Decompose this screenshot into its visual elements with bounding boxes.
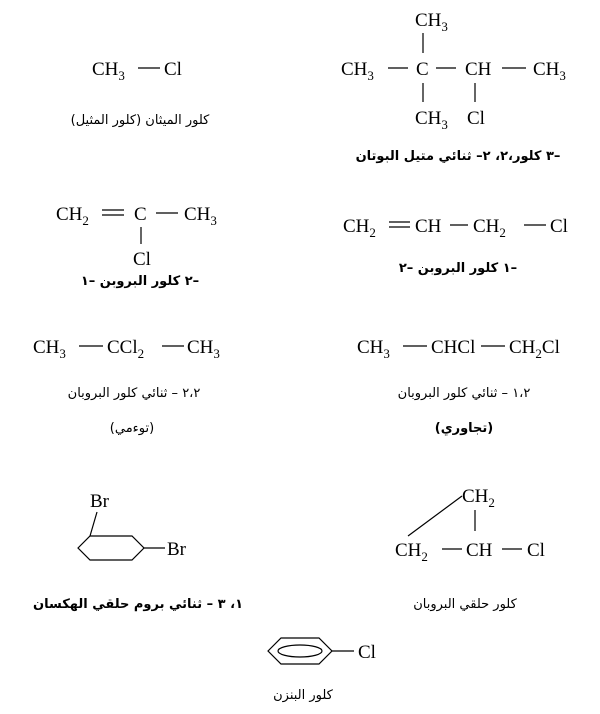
- aromatic-circle: [278, 645, 322, 657]
- left-methyl: $CH_3$: [341, 59, 374, 83]
- caption-dichloropropane-12: ١،٢ – ثنائي كلور البروبان: [397, 386, 531, 401]
- formula-cl: Cl: [164, 59, 182, 80]
- quaternary-carbon: C: [416, 59, 429, 80]
- chcl-group: CHCl: [431, 337, 476, 358]
- bottom-methyl: $CH_3$: [415, 108, 448, 132]
- chloropropene-2-structure: [56, 204, 217, 270]
- bond-br-top: [90, 512, 97, 536]
- chlorine-substituent: Cl: [467, 108, 485, 129]
- ch-group: CH: [466, 540, 493, 561]
- ring-bond-diagonal: [408, 496, 462, 536]
- ch-group: CH: [415, 216, 442, 237]
- bromine-right: Br: [167, 539, 186, 560]
- dichloropropane-12-structure: [357, 337, 560, 361]
- caption-dibromocyclohexane: ١، ٣ – ثنائي بروم حلقي الهكسان: [32, 597, 244, 612]
- ch3-right: $CH_3$: [187, 337, 220, 361]
- chlorobenzene-structure: [268, 638, 376, 664]
- chloropropene-1-structure: [343, 216, 568, 240]
- caption-chlorobenzene: كلور البنزن: [273, 688, 333, 703]
- caption-methyl-chloride: كلور الميثان (كلور المثيل): [70, 113, 210, 128]
- caption-dichloropropane-22: ٢،٢ – ثنائي كلور البروبان: [67, 386, 201, 401]
- methyl-chloride-structure: [92, 59, 182, 83]
- ch2-group: $CH_2$: [56, 204, 89, 228]
- ch2-chain: $CH_2$: [473, 216, 506, 240]
- ch2-left: $CH_2$: [395, 540, 428, 564]
- ch3-left: $CH_3$: [33, 337, 66, 361]
- dibromocyclohexane-structure: [78, 491, 187, 560]
- bromine-top: Br: [90, 491, 109, 512]
- chlorine-substituent: Cl: [133, 249, 151, 270]
- dichloropropane-22-structure: [33, 337, 220, 361]
- ch-group: CH: [465, 59, 492, 80]
- note-geminal: (توءمي): [109, 421, 155, 436]
- central-carbon: C: [134, 204, 147, 225]
- caption-chloro-dimethylbutane: –٣ كلور،٢، ٢– ثنائي متيل البوتان: [355, 149, 561, 164]
- formula-ch3: $CH_3$: [92, 59, 125, 83]
- chlorine: Cl: [527, 540, 545, 561]
- ch2-group: $CH_2$: [343, 216, 376, 240]
- note-vicinal: (تجاوري): [434, 421, 494, 436]
- caption-chloropropene-2: –٢ كلور البروبن –١: [80, 274, 200, 289]
- cyclohexane-ring: [78, 536, 144, 560]
- chloro-dimethylbutane-structure: [341, 10, 566, 132]
- chlorocyclopropane-structure: [395, 486, 545, 564]
- top-methyl: $CH_3$: [415, 10, 448, 34]
- right-methyl: $CH_3$: [533, 59, 566, 83]
- chlorine: Cl: [550, 216, 568, 237]
- caption-chloropropene-1: –١ كلور البروبن –٢: [398, 261, 518, 276]
- caption-chlorocyclopropane: كلور حلقي البروبان: [413, 597, 517, 612]
- ccl2-group: CCl$_2$: [107, 337, 145, 361]
- ch2cl-group: $CH_2Cl$: [509, 337, 560, 361]
- ch3-left: $CH_3$: [357, 337, 390, 361]
- chlorine: Cl: [358, 642, 376, 663]
- ch3-group: $CH_3$: [184, 204, 217, 228]
- ch2-top: $CH_2$: [462, 486, 495, 510]
